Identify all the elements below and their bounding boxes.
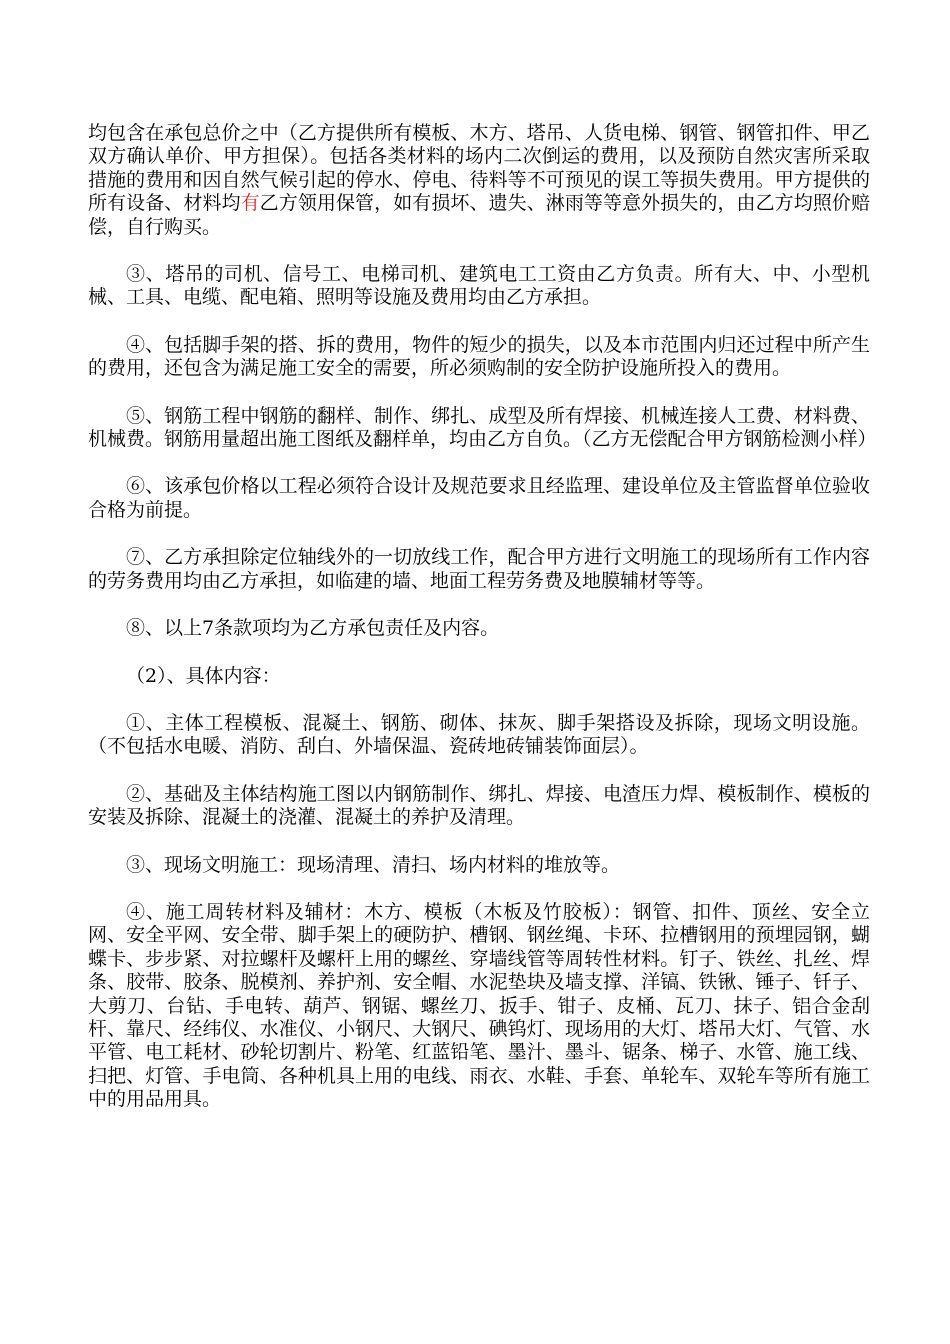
paragraph-gap	[88, 381, 870, 405]
paragraph-gap	[88, 830, 870, 854]
paragraph-gap	[88, 641, 870, 665]
paragraph-gap	[88, 593, 870, 617]
document-page	[88, 122, 877, 1112]
paragraph-gap	[88, 877, 870, 901]
paragraph-item-5: ⑤、钢筋工程中钢筋的翻样、制作、绑扎、成型及所有焊接、机械连接人工费、材料费、机械费。钢筋用量超出施工图纸及翻样单，均由乙方自负。（乙方无偿配合甲方钢筋检测小样）	[88, 404, 877, 451]
paragraph-item-3: ③、塔吊的司机、信号工、电梯司机、建筑电工工资由乙方负责。所有大、中、小型机械、工具、电缆、配电箱、照明等设施及费用均由乙方承担。	[88, 263, 870, 309]
paragraph-item-8: ⑧、以上7条款项均为乙方承包责任及内容。	[126, 617, 500, 640]
paragraph-item-4: ④、包括脚手架的搭、拆的费用，物件的短少的损失，以及本市范围内归还过程中所产生的费用，还包含为满足施工安全的需要，所必须购制的安全防护设施所投入的费用。	[88, 333, 870, 380]
paragraph-content-3: ③、现场文明施工：现场清理、清扫、场内材料的堆放等。	[126, 853, 621, 876]
paragraph-content-2: ②、基础及主体结构施工图以内钢筋制作、绑扎、焊接、电渣压力焊、模板制作、模板的安装及拆除、混凝土的浇灌、混凝土的养护及清理。	[88, 782, 870, 829]
paragraph-item-6: ⑥、该承包价格以工程必须符合设计及规范要求且经监理、建设单位及主管监督单位验收合格为前提。	[88, 475, 870, 521]
paragraph-content-4: ④、施工周转材料及辅材：木方、模板（木板及竹胶板）：钢管、扣件、顶丝、安全立网、安全平网、安全带、脚手架上的硬防护、槽钢、钢丝绳、卡环、拉槽钢用的预埋园钢，蝴蝶卡、步步紧、对拉螺杆及螺杆上用的螺丝、穿墙线管等周转性材料。钉子、铁丝、扎丝、焊条、胶带、胶条、脱模剂、养护剂、安全帽、水泥垫块及墙支撑、洋镐、铁锹、锤子、钎子、大剪刀、台钻、手电转、葫芦、钢锯、螺丝刀、扳手、钳子、皮桶、瓦刀、抹子、铝合金刮杆、靠尺、经纬仪、水准仪、小钢尺、大钢尺、碘钨灯、现场用的大灯、塔吊大灯、气管、水平管、电工耗材、砂轮切割片、粉笔、红蓝铅笔、墨汁、墨斗、锯条、梯子、水管、施工线、扫把、灯管、手电筒、各种机具上用的电线、雨衣、水鞋、手套、单轮车、双轮车等所有施工中的用品用具。	[88, 900, 870, 1111]
paragraph-continuation	[88, 122, 870, 239]
paragraph-gap	[88, 688, 870, 712]
paragraph-content-1: ①、主体工程模板、混凝土、钢筋、砌体、抹灰、脚手架搭设及拆除，现场文明设施。（不包括水电暖、消防、刮白、外墙保温、瓷砖地砖铺装饰面层）。	[88, 711, 870, 758]
paragraph-gap	[88, 522, 870, 546]
highlighted-character: 有	[240, 192, 260, 215]
paragraph-item-7: ⑦、乙方承担除定位轴线外的一切放线工作，配合甲方进行文明施工的现场所有工作内容的劳务费用均由乙方承担，如临建的墙、地面工程劳务费及地膜辅材等等。	[88, 546, 870, 592]
paragraph-gap	[88, 759, 870, 783]
paragraph-gap	[88, 451, 870, 475]
section-heading-specific-content: （2）、具体内容：	[126, 664, 281, 687]
paragraph-gap	[88, 239, 870, 263]
paragraph-text-after: 乙方领用保管，如有损坏、遗失、淋雨等等意外损失的，由乙方均照价赔偿，自行购买。	[88, 192, 870, 238]
paragraph-gap	[88, 310, 870, 334]
paragraph-text-before: 均包含在承包总价之中（乙方提供所有模板、木方、塔吊、人货电梯、钢管、钢管扣件、甲乙双方确认单价、甲方担保）。包括各类材料的场内二次倒运的费用，以及预防自然灾害所采取措施的费用和因自然气候引起的停水、停电、待料等不可预见的误工等损失费用。甲方提供的所有设备、材料均	[88, 122, 870, 215]
